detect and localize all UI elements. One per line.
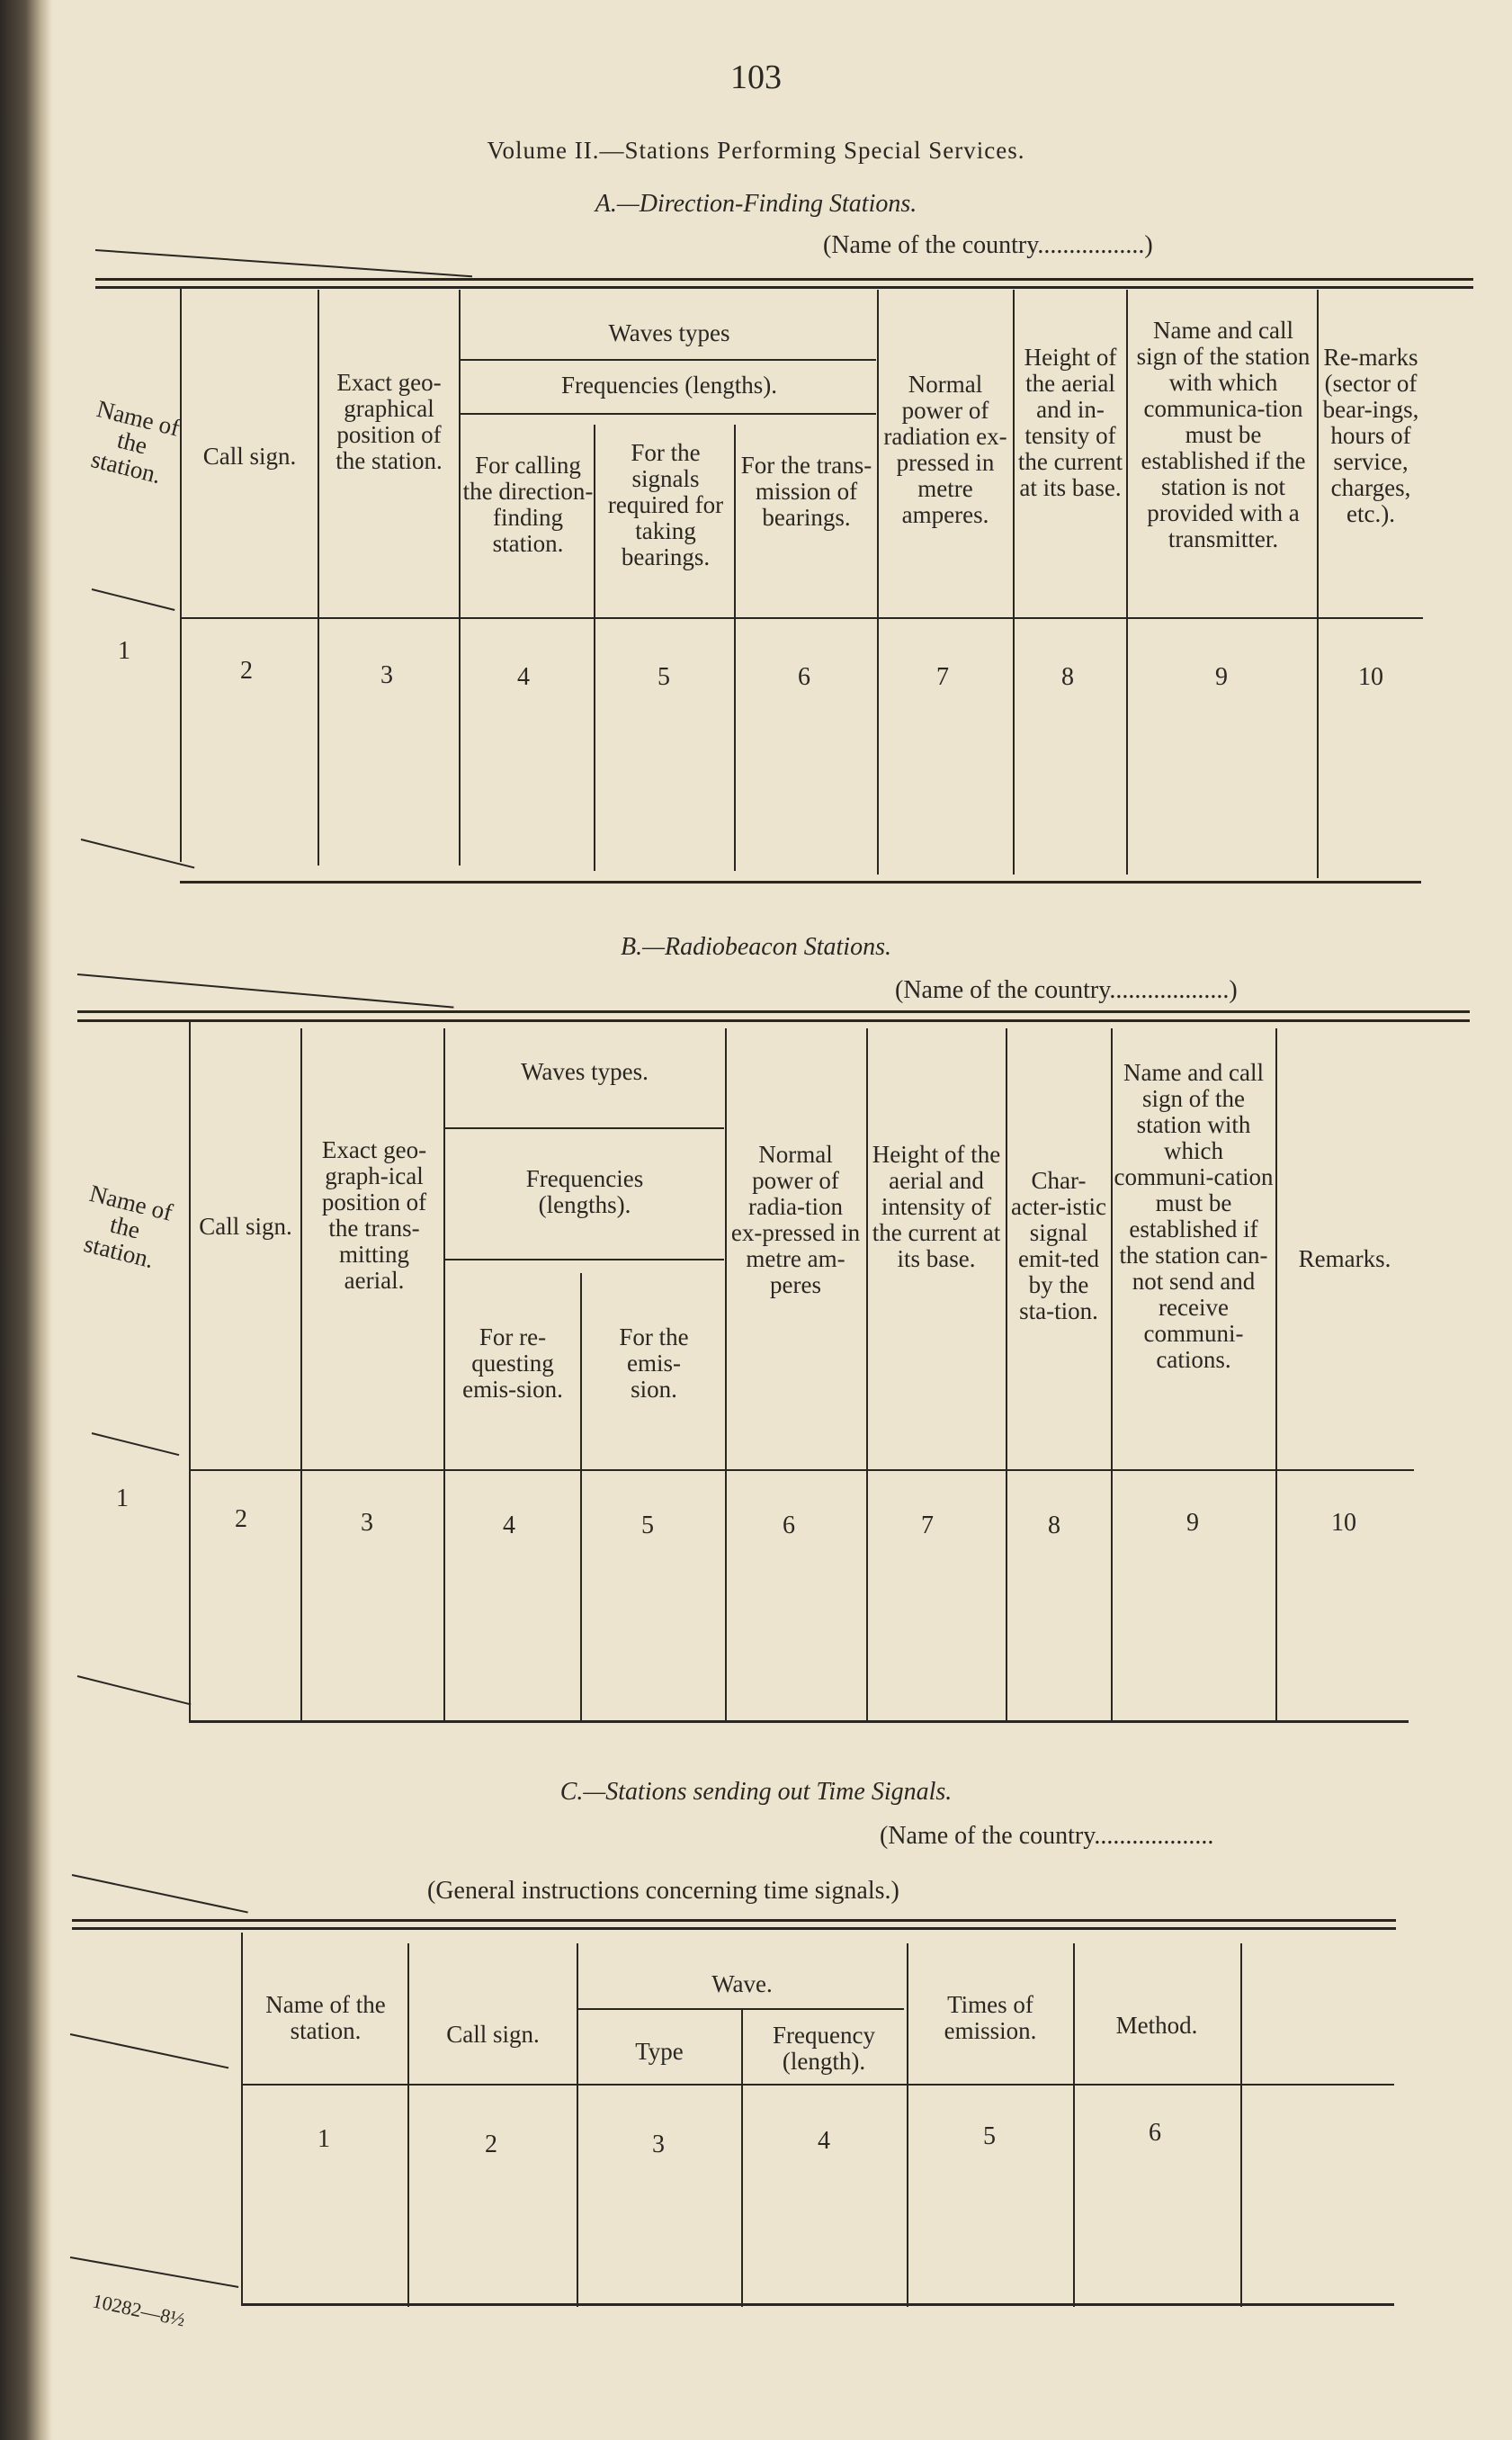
section-a-bottom-rule bbox=[180, 881, 1421, 884]
section-a-header-remarks: Re-marks (sector of bear-ings, hours of service, charges, etc.). bbox=[1322, 344, 1419, 527]
section-b-header-name-of-station: Name of the station. bbox=[81, 1179, 175, 1274]
section-b-col-number: 4 bbox=[503, 1512, 515, 1539]
section-a-country-line: (Name of the country.................) bbox=[823, 231, 1153, 259]
section-a-col-number: 6 bbox=[798, 663, 810, 691]
section-a-top-rule bbox=[95, 278, 1473, 281]
section-b-header-for-requesting: For re-questing emis-sion. bbox=[462, 1323, 563, 1403]
section-b-top-rule-2 bbox=[77, 1019, 1470, 1022]
section-a-header-name-of-station: Name of the station. bbox=[88, 394, 183, 489]
book-gutter bbox=[0, 0, 52, 2440]
section-a-col-number: 1 bbox=[118, 637, 130, 665]
section-c-instructions: (General instructions concerning time signals.) bbox=[427, 1877, 899, 1905]
section-b-country-line: (Name of the country...................) bbox=[895, 976, 1238, 1004]
section-c-col-number: 1 bbox=[318, 2125, 330, 2153]
section-b-col-number: 9 bbox=[1186, 1509, 1199, 1537]
section-b-bottom-rule bbox=[189, 1720, 1409, 1723]
section-c-col-number: 2 bbox=[485, 2131, 497, 2158]
section-b-header-normal-power: Normal power of radia-tion ex-pressed in metre am-peres bbox=[730, 1141, 861, 1298]
section-b-col-number: 5 bbox=[641, 1512, 654, 1539]
section-b-header-frequencies: Frequencies (lengths). bbox=[525, 1165, 644, 1218]
section-a-top-rule-2 bbox=[95, 286, 1473, 289]
section-c-col-number: 5 bbox=[983, 2122, 996, 2150]
section-c-col-number: 3 bbox=[652, 2131, 665, 2158]
section-b-header-waves-types: Waves types. bbox=[521, 1058, 649, 1085]
section-a-header-for-calling: For calling the direction-finding station. bbox=[462, 452, 594, 557]
section-b-header-call-sign: Call sign. bbox=[199, 1213, 292, 1240]
section-c-header-call-sign: Call sign. bbox=[446, 2021, 540, 2048]
section-c-header-method: Method. bbox=[1115, 2012, 1198, 2039]
section-a-header-for-transmission: For the trans-mission of bearings. bbox=[740, 452, 872, 531]
section-b-col-number: 7 bbox=[921, 1512, 934, 1539]
section-a-col-number: 8 bbox=[1061, 663, 1074, 691]
section-a-flourish bbox=[95, 249, 472, 277]
section-a-col-number: 7 bbox=[936, 663, 949, 691]
section-a-header-for-signals: For the signals required for taking bearings. bbox=[607, 439, 724, 570]
section-a-header-frequencies: Frequencies (lengths). bbox=[561, 372, 777, 399]
section-a-col-number: 5 bbox=[658, 663, 670, 691]
section-c-col-number: 4 bbox=[818, 2127, 830, 2155]
section-c-header-name-of-station: Name of the station. bbox=[265, 1991, 386, 2044]
section-a-col-number: 10 bbox=[1358, 663, 1383, 691]
page-number: 103 bbox=[730, 58, 782, 96]
section-b-col-number: 8 bbox=[1048, 1512, 1060, 1539]
section-a-header-name-call-sign: Name and call sign of the station with which communica-tion must be established if the station is not provided with a transmitter. bbox=[1136, 317, 1311, 552]
section-a-header-waves-types: Waves types bbox=[608, 319, 730, 346]
section-a-col-number: 4 bbox=[517, 663, 530, 691]
section-c-header-wave: Wave. bbox=[711, 1970, 773, 1997]
section-a-header-height: Height of the aerial and in-tensity of the current at its base. bbox=[1017, 344, 1123, 501]
section-b-col-number: 6 bbox=[783, 1512, 795, 1539]
section-c-col-number: 6 bbox=[1149, 2119, 1161, 2147]
section-c-flourish bbox=[72, 1874, 248, 1914]
volume-title: Volume II.—Stations Performing Special Services. bbox=[487, 137, 1025, 164]
section-a-col-number: 3 bbox=[380, 661, 393, 689]
section-c-header-type: Type bbox=[635, 2038, 684, 2065]
section-b-title: B.—Radiobeacon Stations. bbox=[621, 933, 891, 961]
section-b-header-position: Exact geo-graph-ical position of the trans-mitting aerial. bbox=[321, 1136, 427, 1294]
section-b-col-number: 3 bbox=[361, 1509, 373, 1537]
section-b-top-rule bbox=[77, 1010, 1470, 1013]
section-a-title: A.—Direction-Finding Stations. bbox=[595, 190, 917, 218]
section-b-flourish bbox=[77, 973, 454, 1009]
section-b-header-characteristic: Char-acter-istic signal emit-ted by the sta-tion. bbox=[1011, 1167, 1106, 1324]
section-c-bottom-rule bbox=[241, 2303, 1394, 2306]
section-a-header-position: Exact geo-graphical position of the station. bbox=[336, 369, 443, 474]
section-a-header-normal-power: Normal power of radiation ex-pressed in metre amperes. bbox=[883, 371, 1007, 528]
section-b-col-number: 2 bbox=[235, 1505, 247, 1533]
section-b-col-number: 1 bbox=[116, 1485, 129, 1512]
section-b-header-for-emission: For the emis-sion. bbox=[619, 1323, 689, 1403]
section-a-col-number: 9 bbox=[1215, 663, 1228, 691]
section-b-header-remarks: Remarks. bbox=[1298, 1245, 1391, 1272]
footer-code: 10282—8½ bbox=[90, 2289, 188, 2331]
section-c-header-frequency: Frequency (length). bbox=[773, 2022, 875, 2075]
section-a-col-number: 2 bbox=[240, 657, 253, 685]
section-b-header-height: Height of the aerial and intensity of the current at its base. bbox=[872, 1141, 1001, 1272]
section-c-top-rule bbox=[72, 1919, 1396, 1922]
section-c-country-line: (Name of the country................... bbox=[880, 1822, 1214, 1850]
section-c-title: C.—Stations sending out Time Signals. bbox=[559, 1778, 953, 1806]
section-b-col-number: 10 bbox=[1331, 1509, 1356, 1537]
section-c-top-rule-2 bbox=[72, 1927, 1396, 1930]
section-a-header-call-sign: Call sign. bbox=[202, 443, 297, 470]
section-b-header-name-call-sign: Name and call sign of the station with which communi-cation must be established if the station can-not send and receive communi-cations. bbox=[1114, 1059, 1274, 1373]
section-c-header-times: Times of emission. bbox=[944, 1991, 1037, 2044]
